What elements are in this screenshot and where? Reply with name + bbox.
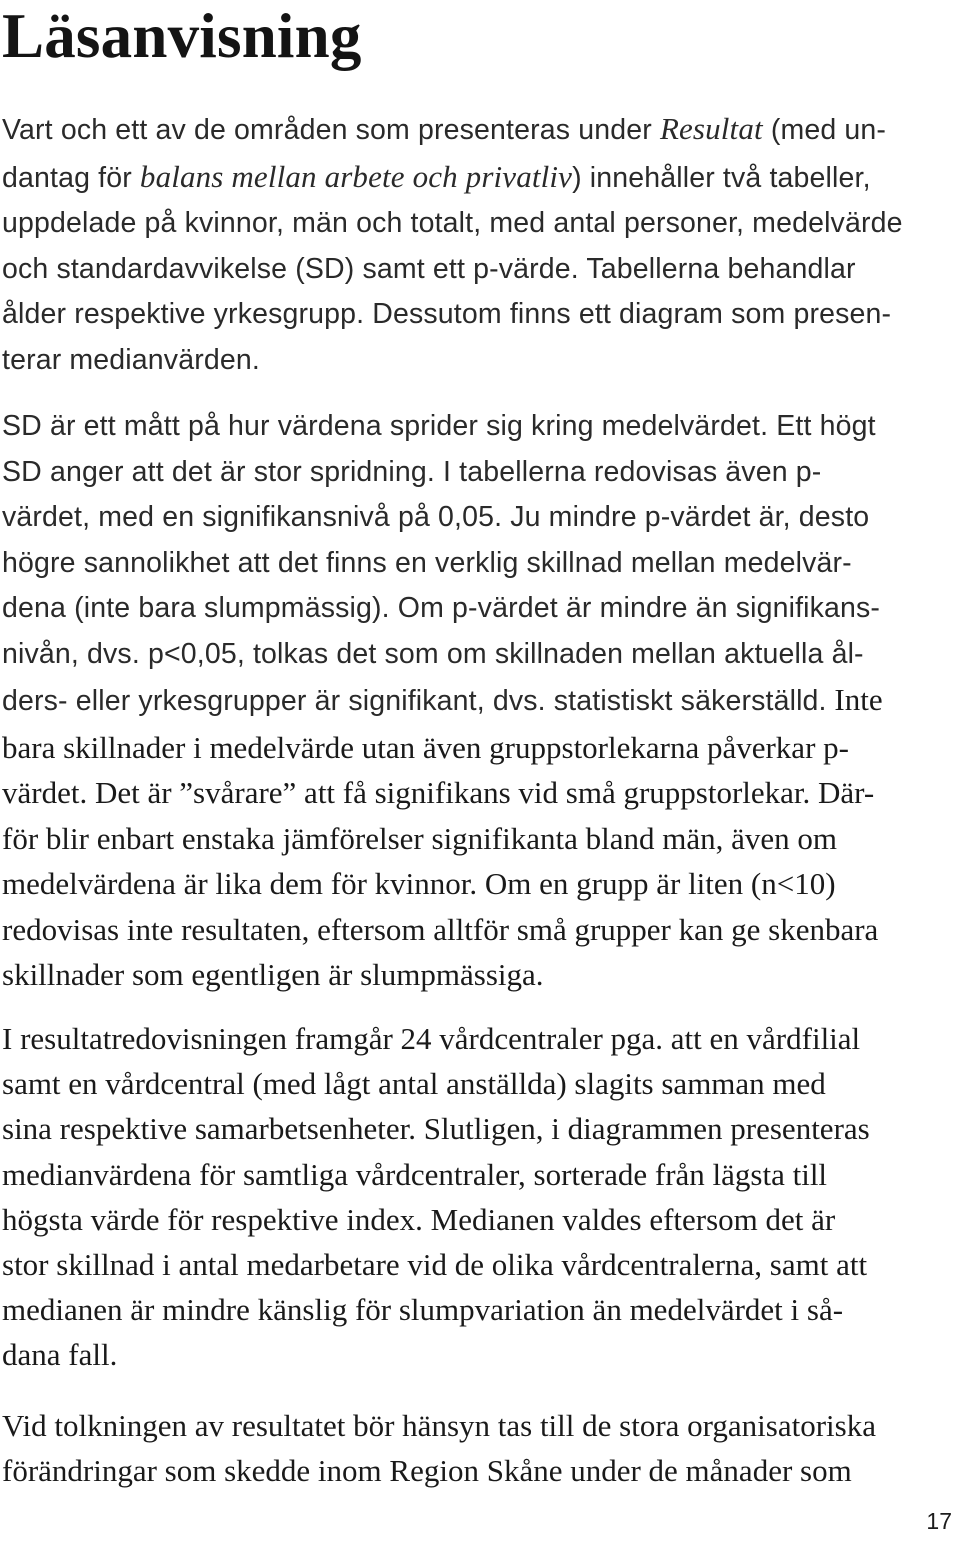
text-segment: ders- eller yrkesgrupper är signifikant, dvs. statistiskt säkerställd.: [2, 685, 827, 717]
text-line: SD anger att det är stor spridning. I tabellerna redovisas även p-: [2, 455, 822, 488]
text-line: I resultatredovisningen framgår 24 vårdcentraler pga. att en vårdfilial: [2, 1021, 861, 1056]
text-segment: Inte: [826, 682, 883, 717]
text-line: dana fall.: [2, 1337, 118, 1373]
text-line: dena (inte bara slumpmässig). Om p-värdet är mindre än signifikans-: [2, 592, 881, 624]
text-line: medelvärdena är lika dem för kvinnor. Om en grupp är liten (n<10): [2, 866, 836, 901]
text-line: högre sannolikhet att det finns en verklig skillnad mellan medelvär-: [2, 546, 852, 579]
text-line: förändringar som skedde inom Region Skåne under de månader som: [2, 1453, 852, 1489]
text-line: högsta värde för respektive index. Medianen valdes eftersom det är: [2, 1201, 836, 1237]
text-line: Vid tolkningen av resultatet bör hänsyn tas till de stora organisatoriska: [2, 1408, 876, 1443]
text-line: medianvärdena för samtliga vårdcentraler, sorterade från lägsta till: [2, 1156, 828, 1192]
page-title: Läsanvisning: [2, 1, 362, 71]
text-line: och standardavvikelse (SD) samt ett p-värde. Tabellerna behandlar: [2, 252, 856, 285]
text-line: [2, 106, 903, 154]
interpretation-paragraph: [2, 1403, 876, 1493]
text-segment: dantag för: [2, 161, 140, 194]
text-line: sina respektive samarbetsenheter. Slutligen, i diagrammen presenteras: [2, 1111, 870, 1147]
text-segment: Vart och ett av de områden som presenteras under: [2, 114, 660, 146]
text-line: medianen är mindre känslig för slumpvariation än medelvärdet i så-: [2, 1292, 844, 1328]
text-line: uppdelade på kvinnor, män och totalt, med antal personer, medelvärde: [2, 207, 903, 239]
page-number: 17: [926, 1508, 952, 1534]
text-line: skillnader som egentligen är slumpmässiga.: [2, 957, 544, 992]
text-line: för blir enbart enstaka jämförelser signifikanta bland män, även om: [2, 820, 837, 856]
text-line: stor skillnad i antal medarbetare vid de olika vårdcentralerna, samt att: [2, 1247, 868, 1283]
text-line: [2, 677, 883, 725]
text-segment: ) innehåller två tabeller,: [572, 161, 871, 194]
text-line: [2, 154, 903, 202]
text-line: bara skillnader i medelvärde utan även gruppstorlekarna påverkar p-: [2, 729, 849, 765]
emphasized-term: Resultat: [659, 111, 763, 146]
text-line: värdet, med en signifikansnivå på 0,05. Ju mindre p-värdet är, desto: [2, 501, 870, 533]
text-line: ålder respektive yrkesgrupp. Dessutom finns ett diagram som presen-: [2, 298, 892, 330]
text-line: SD är ett mått på hur värdena sprider sig kring medelvärdet. Ett högt: [2, 410, 876, 442]
emphasized-term: balans mellan arbete och privatliv: [139, 158, 573, 194]
sd-explanation-paragraph: [2, 404, 883, 998]
text-line: terar medianvärden.: [2, 343, 260, 376]
results-paragraph: [2, 1016, 870, 1378]
text-line: samt en vårdcentral (med lågt antal anställda) slagits samman med: [2, 1066, 826, 1102]
text-line: redovisas inte resultaten, eftersom alltför små grupper kan ge skenbara: [2, 911, 879, 947]
intro-paragraph: [2, 106, 903, 383]
text-segment: (med un-: [762, 114, 887, 146]
text-line: nivån, dvs. p<0,05, tolkas det som om skillnaden mellan aktuella ål-: [2, 637, 864, 670]
text-line: värdet. Det är ”svårare” att få signifikans vid små gruppstorlekar. Där-: [2, 775, 875, 810]
